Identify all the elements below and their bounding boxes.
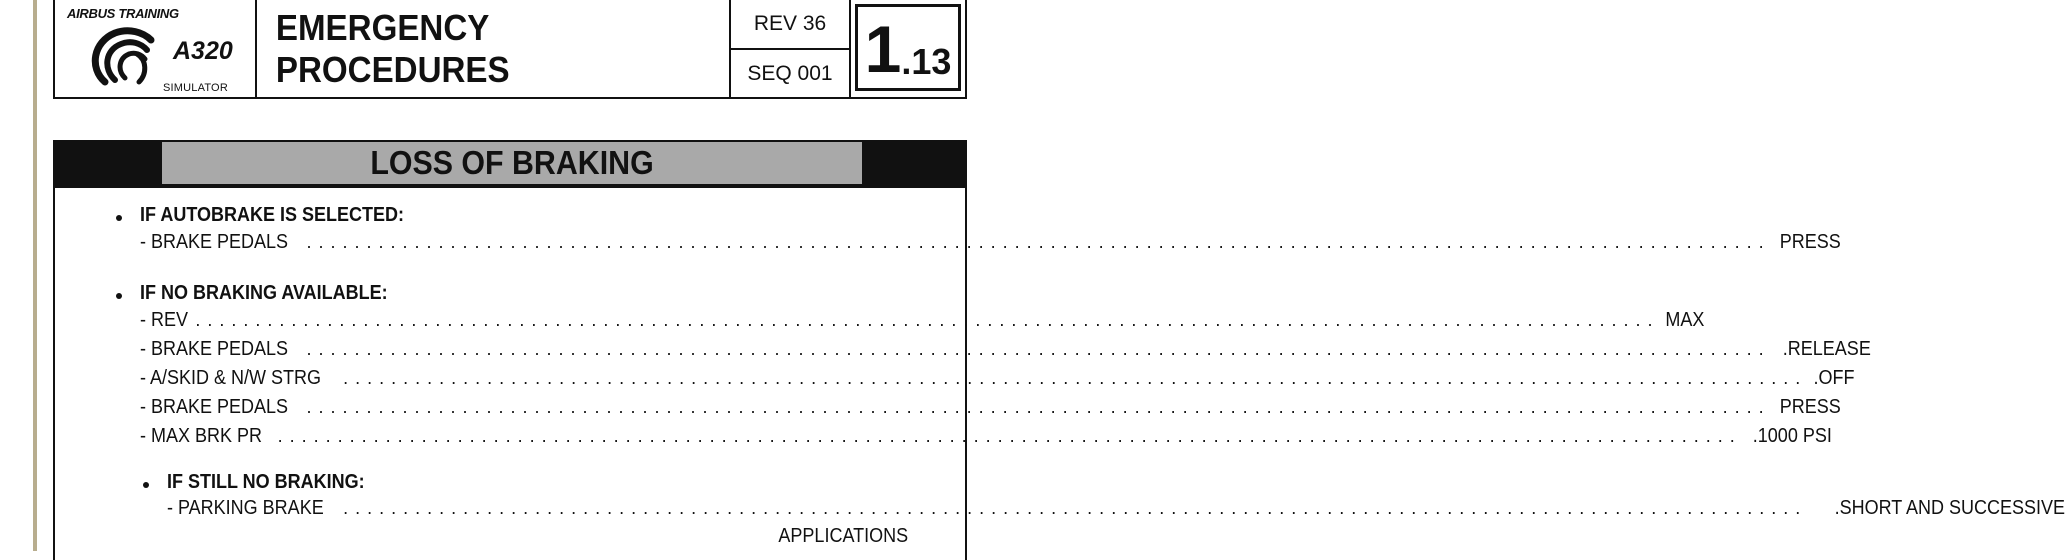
- item-label: - PARKING BRAKE: [167, 497, 324, 519]
- leader-dots: ..........................................................................................................................: [195, 310, 1660, 330]
- bullet-icon: [116, 293, 122, 299]
- checklist-item: [140, 338, 1871, 364]
- leader-dots: ..........................................................................................................................: [277, 426, 1742, 446]
- item-label: - BRAKE PEDALS: [140, 396, 289, 418]
- item-action: PRESS: [1779, 396, 1841, 418]
- logo-title: AIRBUS TRAINING: [67, 6, 179, 21]
- item-label: - REV: [140, 309, 189, 331]
- item-action: .RELEASE: [1782, 338, 1871, 360]
- item-action: .OFF: [1813, 367, 1855, 389]
- page-number-block: [849, 0, 967, 97]
- procedure-section: [53, 140, 2065, 560]
- leader-dots: ..........................................................................................................................: [343, 368, 1808, 388]
- checklist-item: [140, 231, 1841, 257]
- leader-dots: ..........................................................................................................................: [306, 397, 1771, 417]
- bullet-icon: [116, 215, 122, 221]
- leader-dots: ..........................................................................................................................: [343, 498, 1808, 518]
- page-number-major: 1: [864, 12, 902, 86]
- item-action: .1000 PSI: [1752, 425, 1832, 447]
- margin-rule: [33, 0, 37, 551]
- airbus-swirl-logo-icon: [85, 24, 165, 88]
- item-action: .SHORT AND SUCCESSIVE: [1834, 497, 2065, 519]
- page-number-minor: .13: [901, 41, 952, 82]
- revision-number: REV 36: [731, 0, 849, 50]
- item-action-continued: APPLICATIONS: [778, 525, 908, 547]
- bullet-icon: [143, 482, 149, 488]
- checklist-item: [140, 367, 1855, 393]
- item-action: MAX: [1665, 309, 1705, 331]
- section-title: LOSS OF BRAKING: [370, 144, 654, 181]
- item-label: - MAX BRK PR: [140, 425, 263, 447]
- section-title-bar: [55, 140, 965, 188]
- item-label: - A/SKID & N/W STRG: [140, 367, 322, 389]
- checklist-item: [140, 309, 1705, 335]
- page-header: [53, 0, 967, 99]
- item-label: - BRAKE PEDALS: [140, 338, 289, 360]
- logo-block: [55, 0, 257, 97]
- item-action: PRESS: [1779, 231, 1841, 253]
- condition-heading: IF STILL NO BRAKING:: [167, 471, 365, 493]
- logo-model: A320: [173, 37, 233, 65]
- sequence-number: SEQ 001: [747, 61, 833, 85]
- checklist-item: [140, 396, 1841, 422]
- checklist-item: [167, 497, 2065, 523]
- logo-subtitle: SIMULATOR: [163, 82, 228, 94]
- leader-dots: ..........................................................................................................................: [306, 339, 1771, 359]
- checklist-item: [140, 425, 1832, 451]
- item-label: - BRAKE PEDALS: [140, 231, 289, 253]
- revision-block: [729, 0, 849, 97]
- leader-dots: ..........................................................................................................................: [306, 232, 1771, 252]
- page-title: EMERGENCY PROCEDURES: [275, 6, 510, 90]
- condition-heading: IF NO BRAKING AVAILABLE:: [140, 282, 388, 304]
- condition-heading: IF AUTOBRAKE IS SELECTED:: [140, 204, 405, 226]
